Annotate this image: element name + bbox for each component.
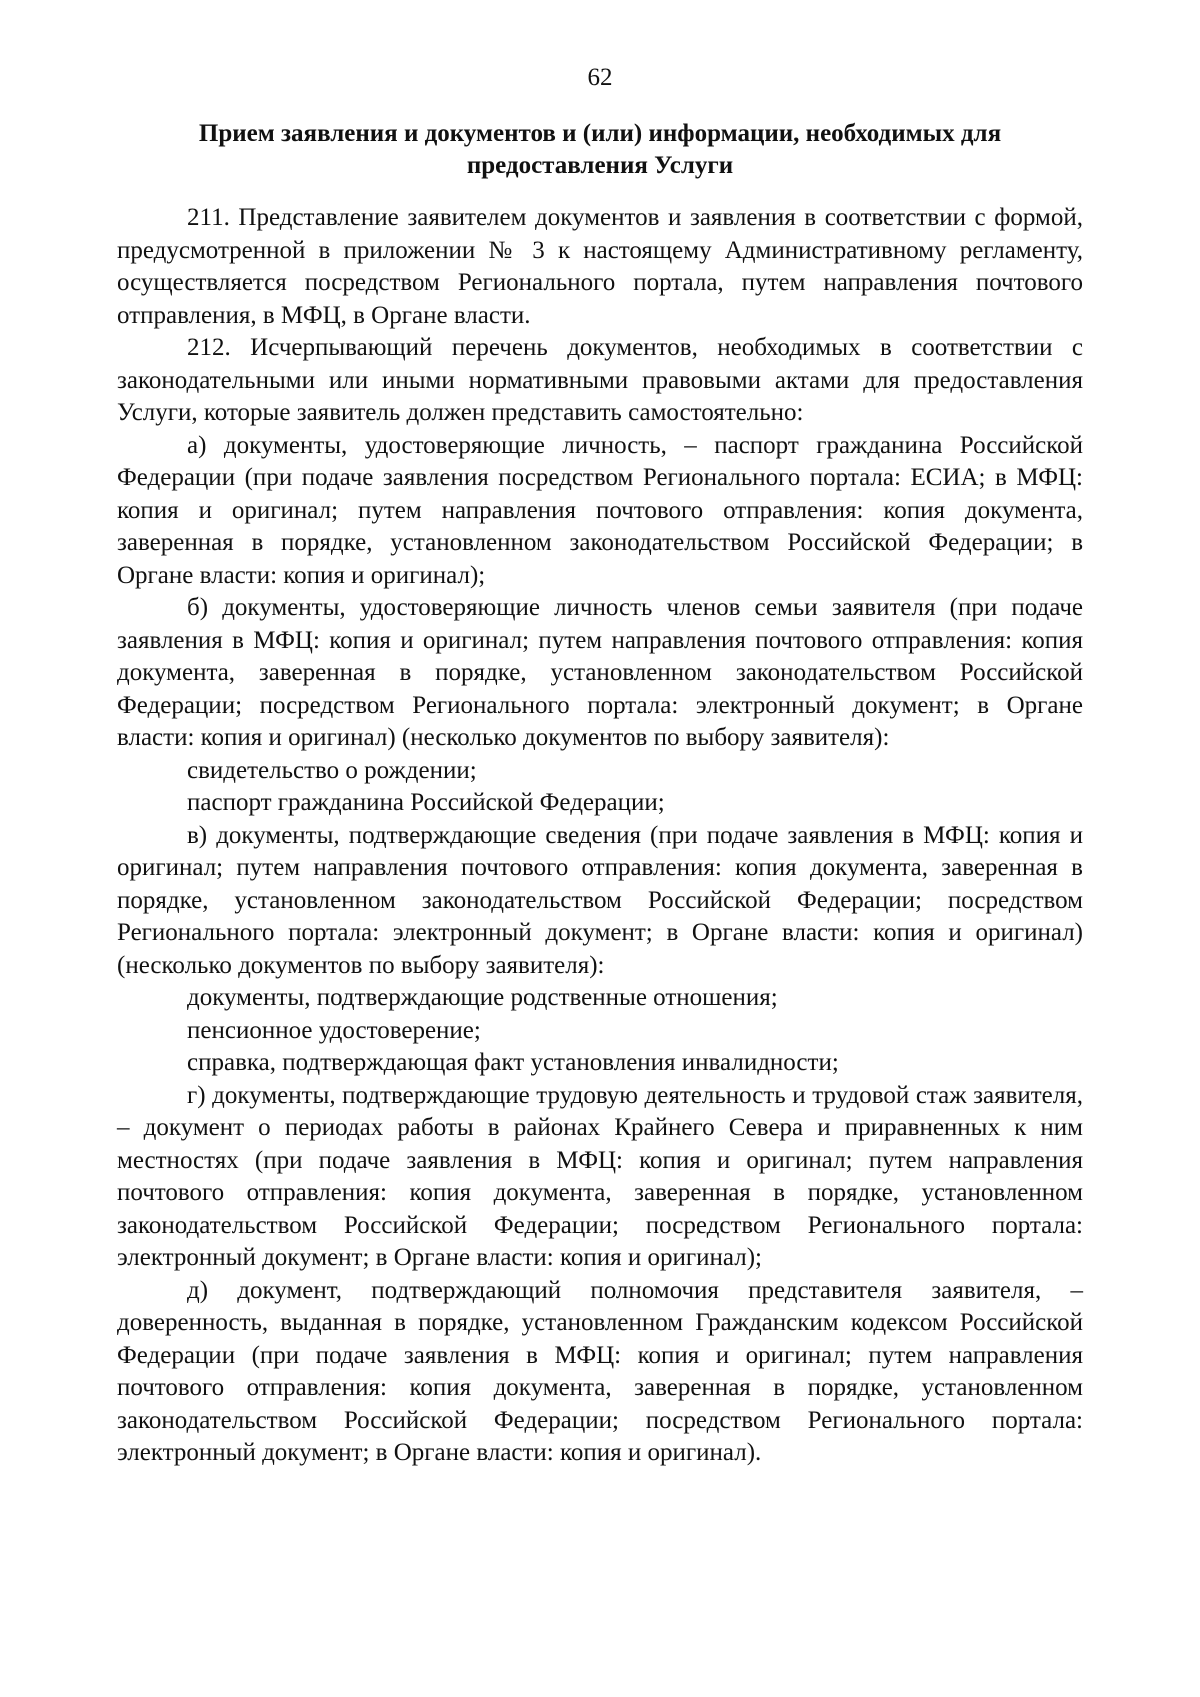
document-page xyxy=(117,62,1083,1470)
list-item-disability-certificate: справка, подтверждающая факт установления инвалидности; xyxy=(187,1049,839,1076)
paragraph-item-a: а) документы, удостоверяющие личность, – паспорт гражданина Российской Федерации (при подаче заявления посредством Регионального портала: ЕСИА; в МФЦ: копия и оригинал; путем направления почтового отправления: копия документа, заверенная в порядке, установленном законодательством Российской Федерации; в Органе власти: копия и оригинал); xyxy=(117,431,1083,589)
paragraph-item-d: д) документ, подтверждающий полномочия представителя заявителя, – доверенность, выданная в порядке, установленном Гражданским кодексом Российской Федерации (при подаче заявления в МФЦ: копия и оригинал; путем направления почтового отправления: копия документа, заверенная в порядке, установленном законодательством Российской Федерации; посредством Регионального портала: электронный документ; в Органе власти: копия и оригинал). xyxy=(117,1276,1083,1466)
paragraph-item-b: б) документы, удостоверяющие личность членов семьи заявителя (при подаче заявления в МФЦ: копия и оригинал; путем направления почтового отправления: копия документа, заверенная в порядке, установленном законодательством Российской Федерации; посредством Регионального портала: электронный документ; в Органе власти: копия и оригинал) (несколько документов по выбору заявителя): xyxy=(117,594,1083,751)
paragraph-item-v: в) документы, подтверждающие сведения (при подаче заявления в МФЦ: копия и оригинал; путем направления почтового отправления: копия документа, заверенная в порядке, установленном законодательством Российской Федерации; посредством Регионального портала: электронный документ; в Органе власти: копия и оригинал) (несколько документов по выбору заявителя): xyxy=(117,821,1083,979)
paragraph-211: 211. Представление заявителем документов и заявления в соответствии с формой, предусмотренной в приложении № 3 к настоящему Административному регламенту, осуществляется посредством Регионального портала, путем направления почтового отправления, в МФЦ, в Органе власти. xyxy=(117,204,1083,329)
paragraph-item-g: г) документы, подтверждающие трудовую деятельность и трудовой стаж заявителя, – документ о периодах работы в районах Крайнего Севера и приравненных к ним местностях (при подаче заявления в МФЦ: копия и оригинал; путем направления почтового отправления: копия документа, заверенная в порядке, установленном законодательством Российской Федерации; посредством Регионального портала: электронный документ; в Органе власти: копия и оригинал); xyxy=(117,1081,1083,1271)
document-body xyxy=(117,202,1083,1470)
list-item-passport: паспорт гражданина Российской Федерации; xyxy=(187,789,665,816)
section-title-line-2: предоставления Услуги xyxy=(466,152,734,179)
list-item-kinship-documents: документы, подтверждающие родственные отношения; xyxy=(187,984,778,1011)
section-title xyxy=(117,118,1083,182)
list-item-birth-certificate: свидетельство о рождении; xyxy=(187,756,477,784)
page-number: 62 xyxy=(587,64,613,91)
paragraph-212: 212. Исчерпывающий перечень документов, необходимых в соответствии с законодательными или иными нормативными правовыми актами для предоставления Услуги, которые заявитель должен представить самостоятельно: xyxy=(117,334,1083,426)
list-item-pension-certificate: пенсионное удостоверение; xyxy=(187,1016,481,1044)
section-title-line-1: Прием заявления и документов и (или) информации, необходимых для xyxy=(198,120,1002,147)
